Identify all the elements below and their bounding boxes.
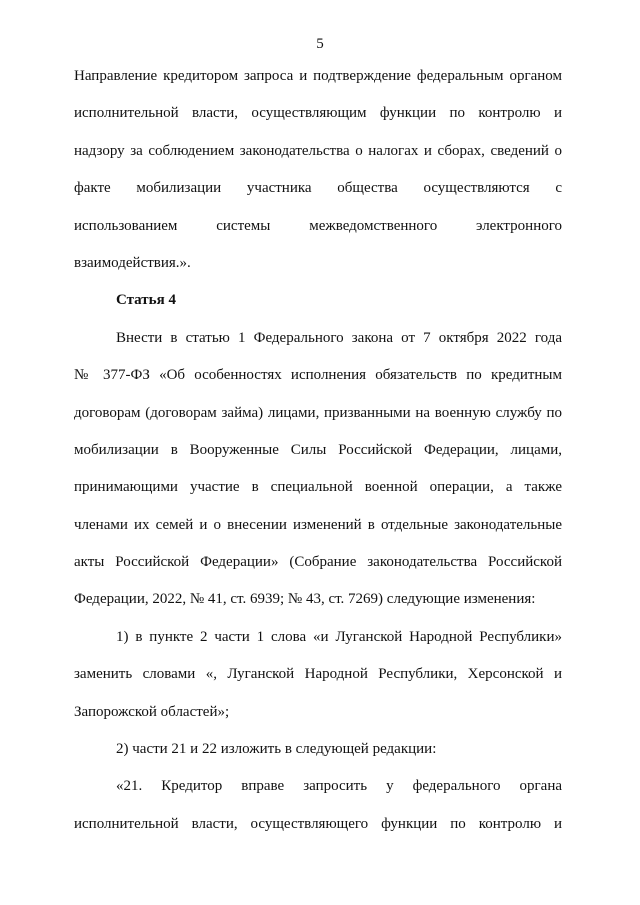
page-number: 5	[316, 36, 324, 52]
text-line: исполнительной власти, осуществляющим функции по контролю и	[74, 105, 562, 122]
text-line: принимающими участие в специальной военной операции, а также	[74, 479, 562, 496]
text-line: Направление кредитором запроса и подтверждение федеральным органом	[74, 68, 562, 84]
text-line: Запорожской областей»;	[74, 703, 230, 720]
text-line: надзору за соблюдением законодательства о налогах и сборах, сведений о	[74, 142, 562, 159]
text-line: заменить словами «, Луганской Народной Республики, Херсонской и	[74, 666, 562, 683]
text-line: мобилизации в Вооруженные Силы Российской Федерации, лицами,	[74, 441, 562, 458]
text-line: договорам (договорам займа) лицами, призванными на военную службу по	[74, 404, 562, 421]
text-line: 1) в пункте 2 части 1 слова «и Луганской Народной Республики»	[116, 628, 562, 645]
text-line: Федерации, 2022, № 41, ст. 6939; № 43, ст. 7269) следующие изменения:	[74, 591, 536, 608]
text-line: факте мобилизации участника общества осуществляются с	[74, 180, 562, 197]
text-line: Внести в статью 1 Федерального закона от 7 октября 2022 года	[116, 329, 562, 346]
text-line: № 377-ФЗ «Об особенностях исполнения обязательств по кредитным	[74, 367, 562, 384]
text-line: 2) части 21 и 22 изложить в следующей редакции:	[116, 741, 437, 758]
text-line: членами их семей и о внесении изменений в отдельные законодательные	[74, 516, 562, 533]
text-line: акты Российской Федерации» (Собрание законодательства Российской	[74, 554, 562, 571]
document-body	[74, 58, 562, 843]
text-line: взаимодействия.».	[74, 254, 191, 271]
text-line: «21. Кредитор вправе запросить у федерального органа	[116, 778, 562, 795]
text-line: использованием системы межведомственного электронного	[74, 217, 562, 234]
article-heading: Статья 4	[116, 292, 176, 309]
text-line: исполнительной власти, осуществляющего функции по контролю и	[74, 815, 562, 832]
